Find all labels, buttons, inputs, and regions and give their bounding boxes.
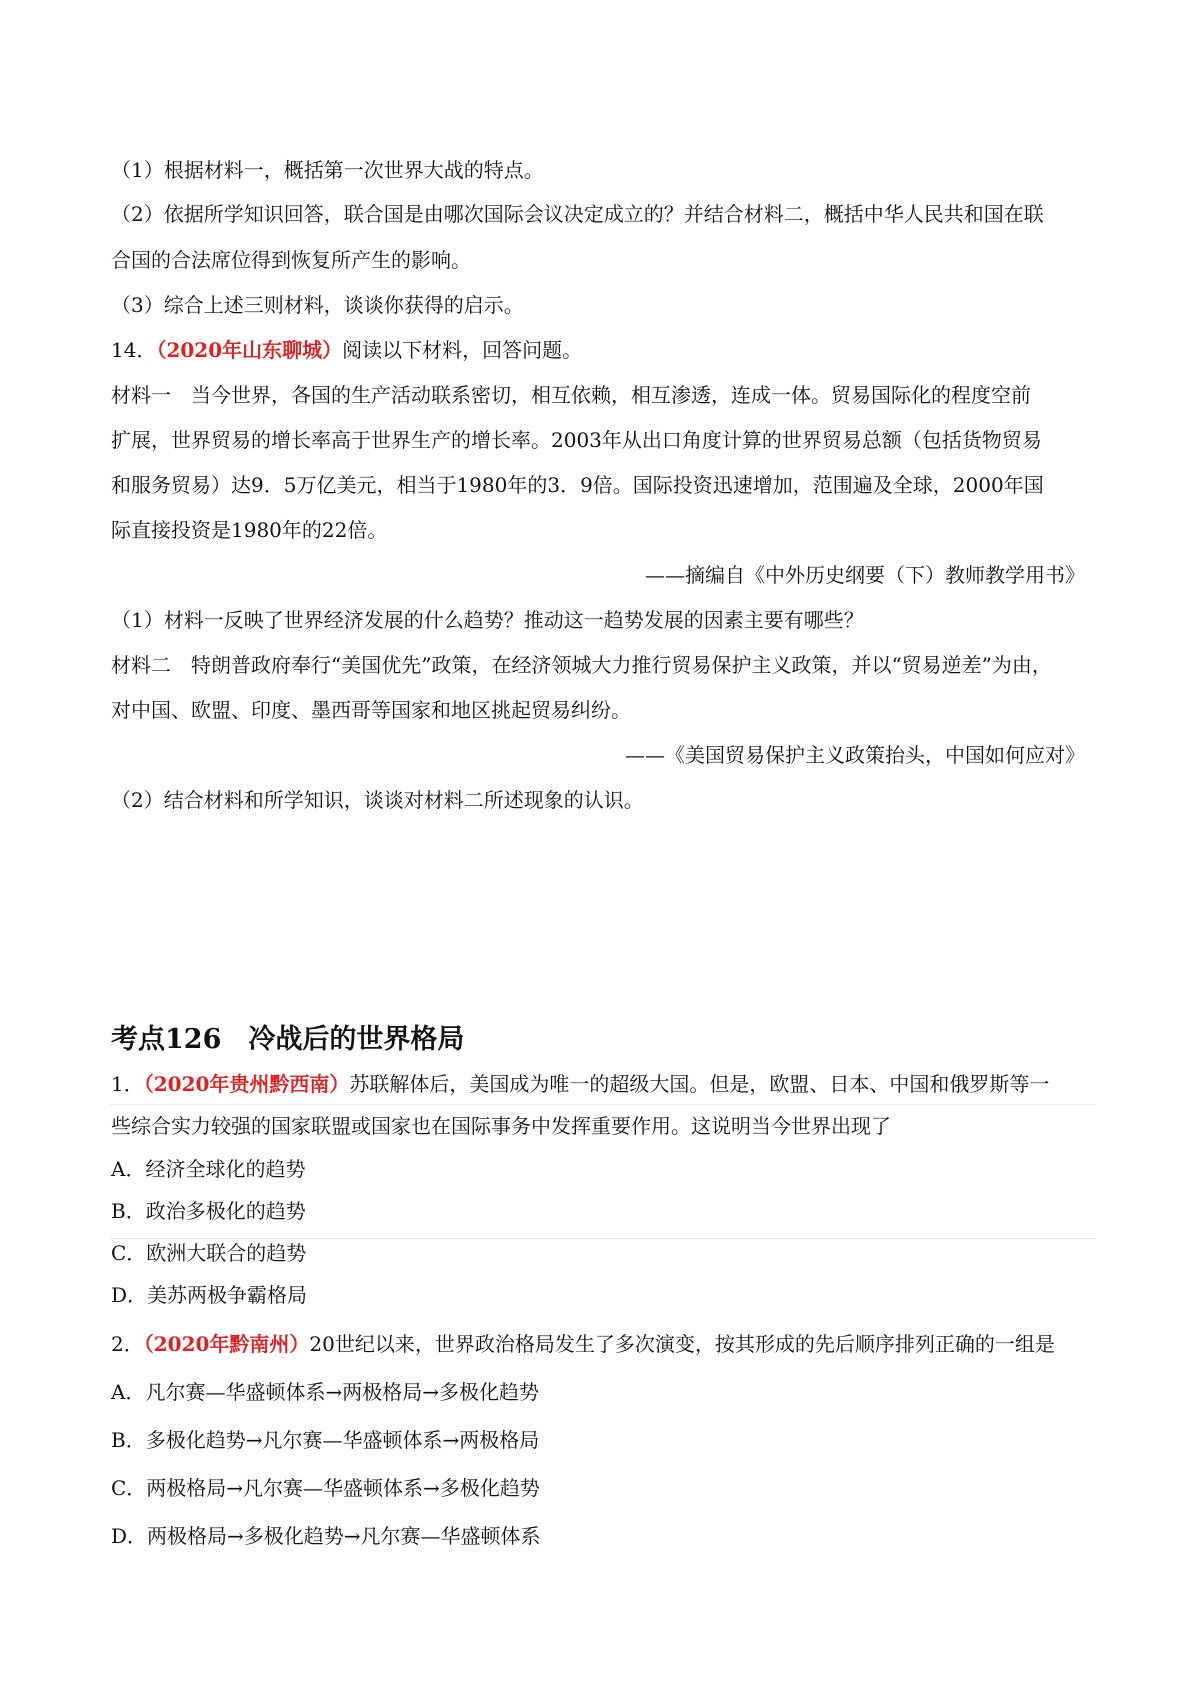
q1-stem-line-2: 些综合实力较强的国家联盟或国家也在国际事务中发挥重要作用。这说明当今世界出现了 — [111, 1114, 891, 1138]
q1-stem-text: 苏联解体后，美国成为唯一的超级大国。但是，欧盟、日本、中国和俄罗斯等一 — [349, 1072, 1050, 1096]
q2-source: （2020年黔南州） — [143, 1332, 310, 1356]
q2-option-b: B．多极化趋势→凡尔赛—华盛顿体系→两极格局 — [111, 1428, 540, 1452]
q2-number: 2． — [111, 1332, 144, 1356]
q14-material1-line-2: 扩展，世界贸易的增长率高于世界生产的增长率。2003年从出口角度计算的世界贸易总额（包括货物贸易 — [111, 428, 1042, 452]
q13-sub-question-2-line-2: 合国的合法席位得到恢复所产生的影响。 — [111, 248, 471, 272]
q1-option-a: A．经济全球化的趋势 — [111, 1157, 306, 1181]
q2-stem — [111, 1330, 1055, 1358]
q2-option-a: A．凡尔赛—华盛顿体系→两极格局→多极化趋势 — [111, 1380, 539, 1404]
q14-material2-citation: ——《美国贸易保护主义政策抬头，中国如何应对》 — [625, 743, 1085, 767]
q13-sub-question-1: （1）根据材料一，概括第一次世界大战的特点。 — [111, 158, 544, 182]
q1-option-b: B．政治多极化的趋势 — [111, 1199, 306, 1223]
q14-sub-question-1: （1）材料一反映了世界经济发展的什么趋势？推动这一趋势发展的因素主要有哪些？ — [111, 608, 864, 632]
q14-material2-line-1: 材料二 特朗普政府奉行“美国优先”政策，在经济领城大力推行贸易保护主义政策，并以“贸易逆差”为由， — [111, 653, 1052, 677]
q14-sub-question-2: （2）结合材料和所学知识，谈谈对材料二所述现象的认识。 — [111, 788, 644, 812]
q14-material1-line-1: 材料一 当今世界，各国的生产活动联系密切，相互依赖，相互渗透，连成一体。贸易国际化的程度空前 — [111, 383, 1031, 407]
q1-number: 1． — [111, 1072, 144, 1096]
q14-number: 14． — [111, 338, 157, 362]
q2-option-d: D．两极格局→多极化趋势→凡尔赛—华盛顿体系 — [111, 1524, 541, 1548]
q14-material2-line-2: 对中国、欧盟、印度、墨西哥等国家和地区挑起贸易纠纷。 — [111, 698, 631, 722]
q1-source: （2020年贵州黔西南） — [143, 1072, 350, 1096]
q13-sub-question-3: （3）综合上述三则材料，谈谈你获得的启示。 — [111, 293, 524, 317]
q14-header — [111, 336, 582, 364]
dotted-divider — [111, 1104, 1096, 1105]
q14-material1-line-3: 和服务贸易）达9．5万亿美元，相当于1980年的3．9倍。国际投资迅速增加，范围遍及全球，2000年国 — [111, 473, 1044, 497]
q14-material1-line-4: 际直接投资是1980年的22倍。 — [111, 518, 388, 542]
q1-option-c: C．欧洲大联合的趋势 — [111, 1241, 307, 1265]
q1-stem-line-1 — [111, 1070, 1049, 1098]
q2-stem-text: 20世纪以来，世界政治格局发生了多次演变，按其形成的先后顺序排列正确的一组是 — [309, 1332, 1055, 1356]
q14-source: （2020年山东聊城） — [156, 338, 343, 362]
q14-prompt: 阅读以下材料，回答问题。 — [342, 338, 583, 362]
q14-material1-citation: ——摘编自《中外历史纲要（下）教师教学用书》 — [645, 563, 1085, 587]
q2-option-c: C．两极格局→凡尔赛—华盛顿体系→多极化趋势 — [111, 1476, 540, 1500]
section-title: 考点126 冷战后的世界格局 — [111, 1024, 465, 1055]
q1-option-d: D．美苏两极争霸格局 — [111, 1283, 308, 1307]
q13-sub-question-2-line-1: （2）依据所学知识回答，联合国是由哪次国际会议决定成立的？并结合材料二，概括中华人民共和国在联 — [111, 202, 1044, 226]
